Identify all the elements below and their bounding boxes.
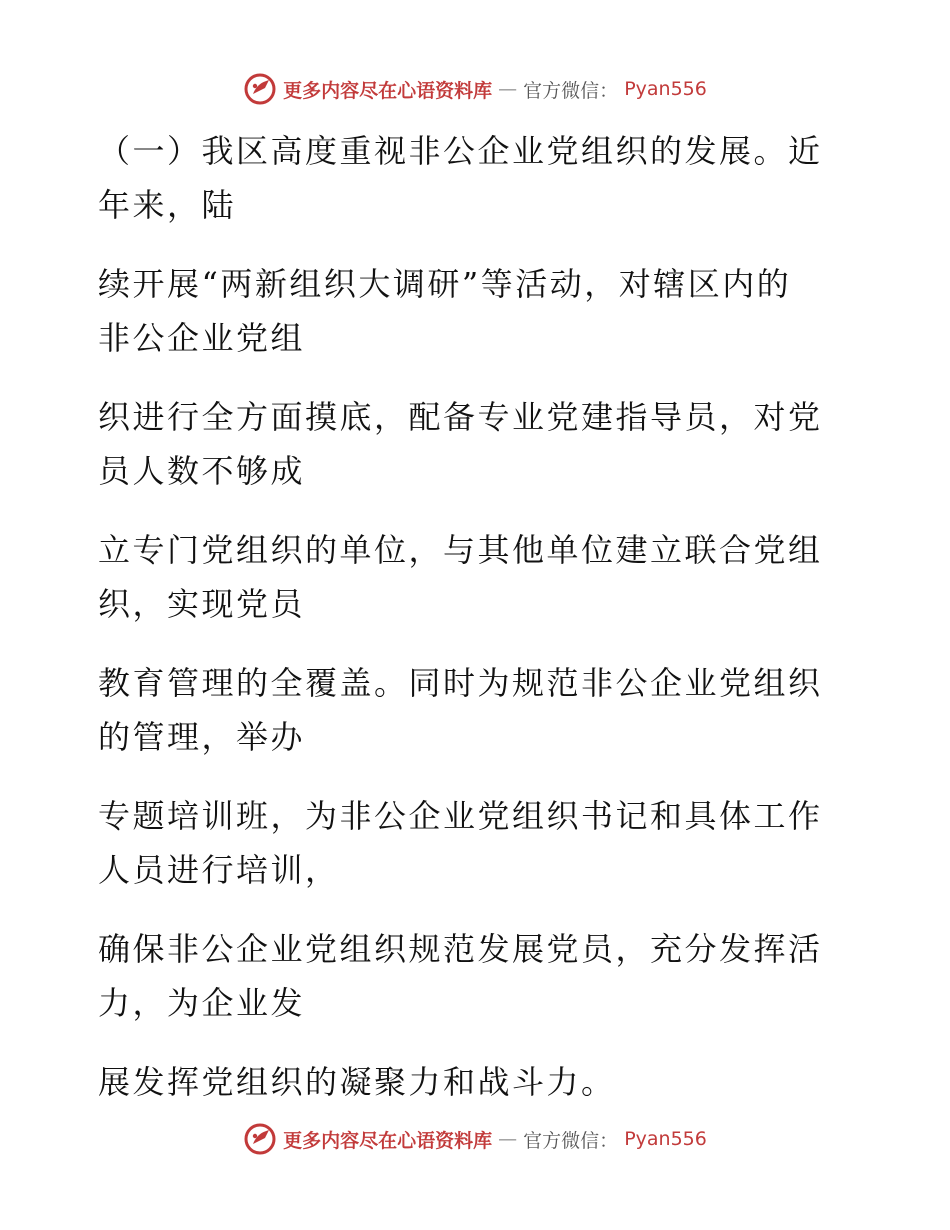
brand-logo-icon: [243, 1122, 277, 1156]
paragraph-8: [98, 1055, 838, 1109]
paragraph-line: 员人数不够成: [98, 452, 306, 490]
paragraph-line: 的管理，举办: [98, 718, 306, 756]
paragraph-line: （一）我区高度重视非公企业党组织的发展。近: [98, 132, 823, 170]
paragraph-line: 人员进行培训，: [98, 851, 340, 889]
paragraph-7: [98, 922, 838, 1030]
paragraph-5: [98, 656, 838, 764]
paragraph-line: 力，为企业发: [98, 984, 306, 1022]
watermark-brand-text: 更多内容尽在心语资料库: [283, 79, 493, 102]
paragraph-1: [98, 124, 838, 232]
document-body: [98, 124, 838, 1134]
paragraph-line: 年来，陆: [98, 186, 237, 224]
watermark-wechat-id: Pyan556: [624, 78, 707, 100]
paragraph-2: [98, 257, 838, 365]
paragraph-6: [98, 789, 838, 897]
watermark-dash: —: [498, 78, 518, 100]
paragraph-4: [98, 523, 838, 631]
paragraph-3: [98, 390, 838, 498]
header-watermark: [0, 72, 950, 106]
paragraph-line: 非公企业党组: [98, 319, 306, 357]
paragraph-line: 教育管理的全覆盖。同时为规范非公企业党组织: [98, 664, 823, 702]
watermark-sub-text: 官方微信：: [523, 1129, 619, 1152]
watermark-wechat-id: Pyan556: [624, 1128, 707, 1150]
brand-logo-icon: [243, 72, 277, 106]
paragraph-line: 展发挥党组织的凝聚力和战斗力。: [98, 1063, 616, 1101]
watermark-dash: —: [498, 1128, 518, 1150]
paragraph-line: 确保非公企业党组织规范发展党员，充分发挥活: [98, 930, 823, 968]
paragraph-line: 立专门党组织的单位，与其他单位建立联合党组: [98, 531, 823, 569]
footer-watermark: [0, 1122, 950, 1156]
watermark-brand-text: 更多内容尽在心语资料库: [283, 1129, 493, 1152]
paragraph-line: 续开展“两新组织大调研”等活动，对辖区内的: [98, 265, 792, 303]
paragraph-line: 织，实现党员: [98, 585, 306, 623]
paragraph-line: 专题培训班，为非公企业党组织书记和具体工作: [98, 797, 823, 835]
watermark-sub-text: 官方微信：: [523, 79, 619, 102]
paragraph-line: 织进行全方面摸底，配备专业党建指导员，对党: [98, 398, 823, 436]
